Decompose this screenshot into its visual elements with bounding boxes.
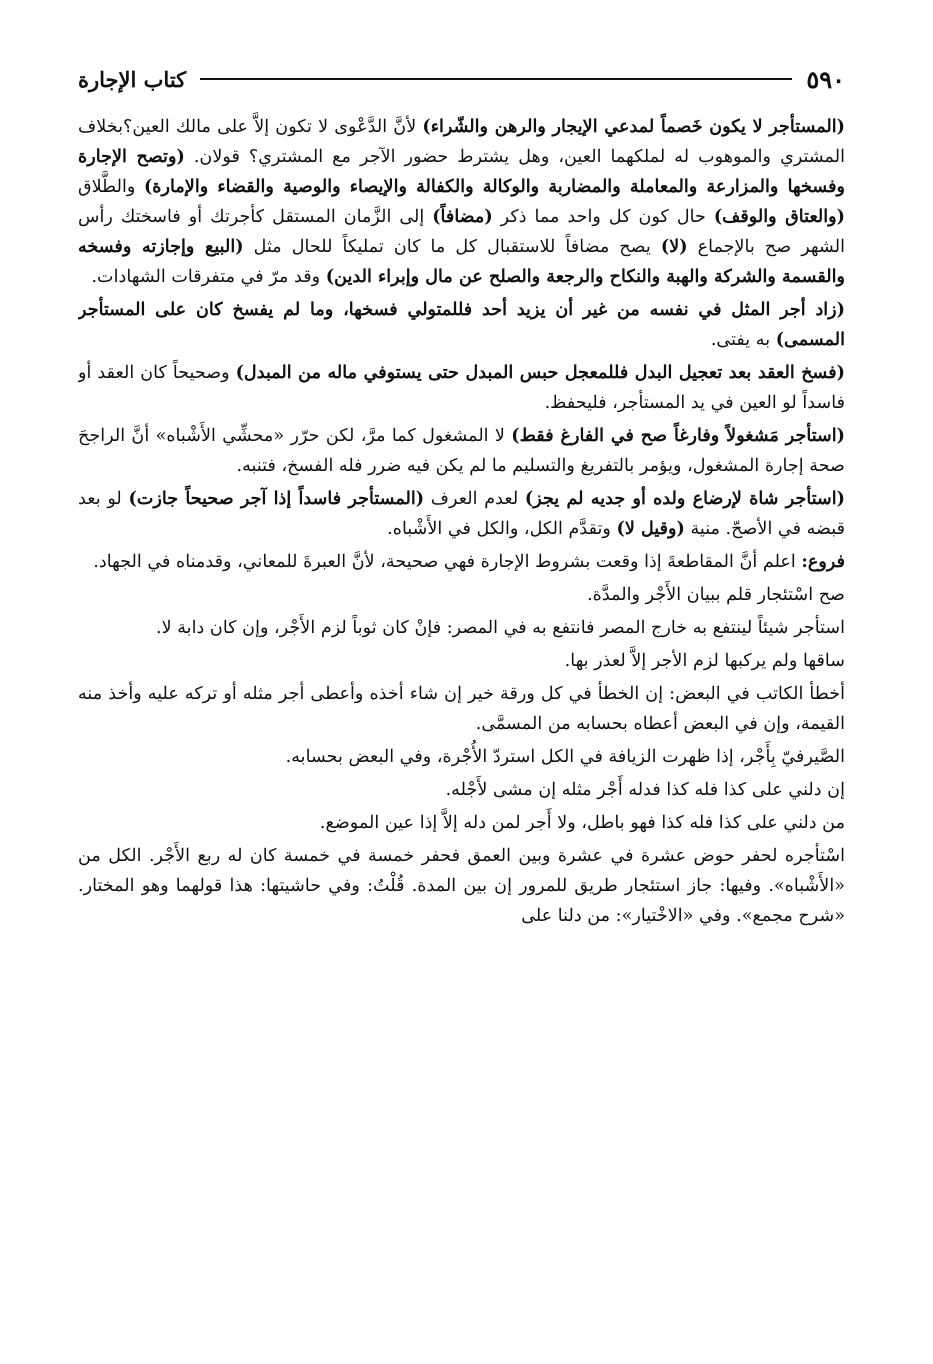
- header-rule: [200, 78, 792, 80]
- paragraph: (المستأجر لا يكون خَصماً لمدعي الإيجار والرهن والشّراء) لأنَّ الدَّعْوى لا تكون إلاَّ على مالك العين؟بخلاف المشتري والموهوب له لملكهما العين، وهل يشترط حضور الآجر مع المشتري؟ قولان. (وتصح الإجارة وفسخها والمزارعة والمعاملة والمضاربة والوكالة والكفالة والإيصاء والوصية والقضاء والإمارة) والطَّلاق (والعتاق والوقف) حال كون كل واحد مما ذكر (مضافاً) إلى الزَّمان المستقل كأجرتك أو فاسختك رأس الشهر صح بالإجماع (لا) يصح مضافاً للاستقبال كل ما كان تمليكاً للحال مثل (البيع وإجازته وفسخه والقسمة والشركة والهبة والنكاح والرجعة والصلح عن مال وإبراء الدين) وقد مرّ في متفرقات الشهادات.: [78, 116, 845, 287]
- paragraph: (زاد أجر المثل في نفسه من غير أن يزيد أحد فللمتولي فسخها، وما لم يفسخ كان على المستأجر المسمى) به يفتى.: [78, 299, 845, 350]
- body-text: [78, 112, 845, 1348]
- paragraph: اسْتأجره لحفر حوض عشرة في عشرة وبين العمق فحفر خمسة في خمسة كان له ربع الأَجْر. الكل من «الأَشْباه». وفيها: جاز استئجار طريق للمرور إن بين المدة. قُلْتُ: وفي حاشيتها: هذا قولهما وهو المختار. «شرح مجمع». وفي «الاخْتيار»: من دلنا على: [78, 846, 845, 926]
- paragraph: استأجر شيئاً لينتفع به خارج المصر فانتفع به في المصر: فإنْ كان ثوباً لزم الأَجْر، وإن كان دابة لا.: [156, 618, 845, 638]
- paragraph: (فسخ العقد بعد تعجيل البدل فللمعجل حبس المبدل حتى يستوفي ماله من المبدل) وصحيحاً كان العقد أو فاسداً لو العين في يد المستأجر، فليحفظ.: [78, 362, 845, 413]
- paragraph: أخطأ الكاتب في البعض: إن الخطأ في كل ورقة خير إن شاء أخذه وأعطى أجر مثله أو تركه عليه وأخذ منه القيمة، وإن في البعض أعطاه بحسابه من المسمَّى.: [78, 684, 845, 734]
- page-number: ٥٩٠: [806, 64, 845, 94]
- paragraph: فروع: اعلم أنَّ المقاطعةَ إذا وقعت بشروط الإجارة فهي صحيحة، لأنَّ العبرةَ للمعاني، وقدمناه في الجهاد.: [93, 551, 845, 572]
- paragraph: إن دلني على كذا فله كذا فدله أَجْر مثله إن مشى لأَجْله.: [445, 780, 845, 800]
- page-header: [78, 62, 845, 96]
- paragraph: ساقها ولم يركبها لزم الأجر إلاَّ لعذر بها.: [564, 651, 845, 671]
- paragraph: (استأجر شاة لإرضاع ولده أو جديه لم يجز) لعدم العرف (المستأجر فاسداً إذا آجر صحيحاً جازت) لو بعد قبضه في الأصحّ. منية (وقيل لا) وتقدَّم الكل، والكل في الأَشْباه.: [78, 488, 845, 539]
- running-title: كتاب الإجارة: [78, 66, 187, 92]
- paragraph: من دلني على كذا فله كذا فهو باطل، ولا أَجر لمن دله إلاَّ إذا عين الموضع.: [319, 813, 845, 833]
- paragraph: صح اسْتئجار قلم ببيان الأَجْر والمدَّة.: [587, 585, 845, 605]
- paragraph: (استأجر مَشغولاً وفارغاً صح في الفارغ فقط) لا المشغول كما مرَّ، لكن حرّر «محشِّي الأَشْباه» أنَّ الراجحَ صحة إجارة المشغول، ويؤمر بالتفريغ والتسليم ما لم يكن فيه ضرر فله الفسخ، فتنبه.: [78, 425, 845, 476]
- paragraph: الصَّيرفيّ بِأَجْر، إذا ظهرت الزيافة في الكل استردّ الأُجْرة، وفي البعض بحسابه.: [285, 747, 845, 767]
